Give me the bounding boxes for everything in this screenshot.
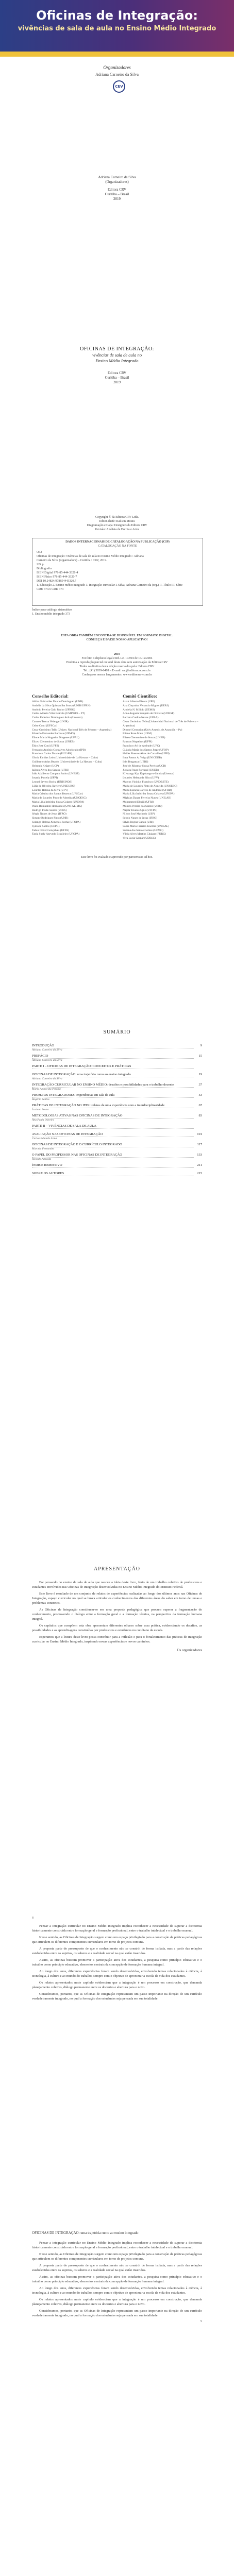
board-member: Helmuth Krüger (UCP) bbox=[32, 764, 59, 768]
summary-entry-author: Maria Aparecida Pereira bbox=[32, 1088, 61, 1091]
board-member: Vera Lucia Gaspar (UDESC) bbox=[123, 837, 156, 840]
summary-entry-title: METODOLOGIAS ATIVAS NAS OFICINAS DE INTEGRAÇÃO bbox=[32, 1113, 194, 1118]
board-member: Lourdes Helena da Silva (UFV) bbox=[32, 788, 69, 792]
presentation-section bbox=[0, 1566, 234, 1653]
board-member: Diosnel Centurion (Univ Americ. de Asunción – Py) bbox=[123, 728, 182, 732]
presentation-paragraph: As Oficinas de Integração constituem-se em uma proposta pedagógica que procura superar a fragmentação do conhecimento, promovendo o diálogo entre a formação geral e a formação técnica, na perspectiva da formação humana integral. bbox=[32, 1608, 202, 1621]
summary-title: SUMÁRIO bbox=[103, 1029, 131, 1035]
title-page-year: 2019 bbox=[113, 197, 121, 201]
summary-entry-page: 133 bbox=[197, 1153, 202, 1157]
board-member: Elizeu Clementino de Souza (UNEB) bbox=[32, 740, 75, 743]
board-member: Tania Suely Azevedo Brasileiro (UFOPA) bbox=[32, 833, 80, 836]
digital-format-notice: ESTA OBRA TAMBÉM ENCONTRA-SE DISPONÍVEL EM FORMATO DIGITAL. bbox=[61, 634, 173, 637]
catalog-card-line: DOI 10.24824/978854443320.7 bbox=[37, 580, 76, 583]
board-member: Lourdes Helena da Silva (UFV) bbox=[123, 776, 159, 780]
chapter-heading: OFICINAS DE INTEGRAÇÃO: uma trajetória rumo ao ensino integrado bbox=[32, 2231, 139, 2235]
board-member: Kilwangy Kya Kapitango-a-Samba (Unemat) bbox=[123, 772, 175, 776]
board-member: Nilson José Machado (USP) bbox=[123, 812, 155, 816]
summary-entry bbox=[32, 1132, 202, 1137]
summary-entry bbox=[32, 1142, 202, 1147]
legal-block bbox=[0, 652, 234, 677]
cover-organizers-label: Organizadores bbox=[103, 65, 131, 70]
summary-entry-title: PARTE I – OFICINAS DE INTEGRAÇÃO: CONCEITOS E PRÁTICAS bbox=[32, 1064, 194, 1069]
summary-entry-page: 211 bbox=[197, 1163, 202, 1167]
catalog-card-title: DADOS INTERNACIONAIS DE CATALOGAÇÃO NA PUBLICAÇÃO (CIP) bbox=[65, 540, 170, 544]
chapter-page-b bbox=[0, 2231, 234, 2323]
board-member: Suzana dos Santos Gomes (UFMG) bbox=[123, 828, 163, 832]
summary-entry-title: ÍNDICE REMISSIVO bbox=[32, 1163, 194, 1168]
catalog-card-line: Bibliografia bbox=[37, 567, 52, 570]
copyright-block bbox=[0, 515, 234, 532]
board-member: Ana Chrystina Venancio Mignot (UERJ) bbox=[123, 704, 169, 707]
board-member: Jussara Fraga Portugal (UNEB) bbox=[123, 768, 159, 772]
summary-entry-author: Adriana Carneiro da Silva bbox=[32, 1077, 62, 1080]
catalog-index-title: Índice para catálogo sistemático bbox=[32, 608, 72, 612]
catalog-card-line: ISBN Físico 978-85-444-3320-7 bbox=[37, 575, 77, 579]
board-member: Eduardo Fernandes Barbosa (UFMG) bbox=[32, 732, 75, 736]
summary-entry-title: O PAPEL DO PROFESSOR NAS OFICINAS DE INTEGRAÇÃO bbox=[32, 1153, 194, 1158]
chapter-paragraph: A proposta parte do pressuposto de que o conhecimento não se constrói de forma isolada, mas a partir das relações estabelecidas entre os sujeitos, os saberes e a realidade social na qual estão inseridos. bbox=[32, 1947, 202, 1955]
summary-entry-page: 117 bbox=[197, 1143, 202, 1146]
catalog-index-block bbox=[0, 608, 234, 616]
chapter-paragraph: Pensar a integração curricular no Ensino Médio Integrado implica reconhecer a necessidade de superar a dicotomia historicamente construída entre formação geral e formação profissional, entre o trabalho intelectual e o trabalho manual. bbox=[32, 1924, 202, 1933]
half-subtitle-line2: Ensino Médio Integrado bbox=[95, 358, 139, 363]
copyright-line3: Diagramação e Capa: Designers da Editora CRV bbox=[87, 524, 147, 527]
summary-entry-page: 215 bbox=[197, 1172, 202, 1175]
catalog-card bbox=[32, 538, 203, 606]
summary-entry-page: 101 bbox=[197, 1132, 202, 1136]
board-member: Marcos Vinicius Francisco (UNOESTE) bbox=[123, 780, 169, 784]
board-member: Mohammed Elhajji (UFRJ) bbox=[123, 800, 154, 804]
summary-entry-page: 67 bbox=[198, 1104, 202, 1107]
chapter-paragraph: Assim, as oficinas buscam promover a participação ativa dos estudantes, a pesquisa como princípio educativo e o trabalho como princípio educativo, elementos centrais da concepção de formação humana integral. bbox=[32, 2275, 202, 2283]
summary-entry-author: Luciana Souza bbox=[32, 1108, 49, 1111]
cover-title: Oficinas de Integração: bbox=[36, 8, 198, 23]
board-member: Ilma Passos A. Veiga (UNICEUB) bbox=[123, 756, 162, 760]
presentation-paragraph: Esperamos que a leitura deste livro possa contribuir para a reflexão e para o fortalecimento das práticas de integração curricular no Ensino Médio Integrado, inspirando novas experiências e novos caminhos. bbox=[32, 1635, 202, 1643]
chapter-paragraph: Nesse sentido, as Oficinas de Integração surgem como um espaço privilegiado para a construção de práticas pedagógicas que articulem os diferentes componentes curriculares em torno de projetos comuns. bbox=[32, 2252, 202, 2261]
summary-entry-page: 15 bbox=[198, 1054, 202, 1058]
summary-entry-title: PROJETOS INTEGRADORES: experiências em sala de aula bbox=[32, 1093, 194, 1098]
chapter-paragraph: Pensar a integração curricular no Ensino Médio Integrado implica reconhecer a necessidade de superar a dicotomia historicamente construída entre formação geral e formação profissional, entre o trabalho intelectual e o trabalho manual. bbox=[32, 2241, 202, 2249]
catalog-card-line: 1. Educação 2. Ensino médio integrado 3. Integração curricular I. Silva, Adriana Carneiro da (org.) II. Título III. Série bbox=[37, 584, 183, 587]
board-member: Josania Portela (UFPI) bbox=[32, 776, 58, 780]
title-page-organizers: (Organizadores) bbox=[105, 180, 129, 184]
summary-entry-title: PARTE II – VIVÊNCIAS DE SALA DE AULA bbox=[32, 1124, 194, 1129]
summary-entry bbox=[32, 1064, 202, 1069]
summary-entry bbox=[32, 1171, 202, 1176]
board-member: Guillermo Arias Beatón (Universidade de La Havana – Cuba) bbox=[32, 760, 102, 764]
board-member: Cesar Gerónimo Tello (Univer. Nacional Três de Febrero – Argentina) bbox=[32, 728, 112, 732]
summary-entry-author: Carlos Eduardo Lima bbox=[32, 1137, 57, 1140]
editorial-council-column bbox=[32, 693, 114, 837]
summary-entry-author: Adriana Carneiro da Silva bbox=[32, 1048, 62, 1052]
half-title: OFICINAS DE INTEGRAÇÃO: bbox=[80, 346, 154, 352]
title-page-authors: Adriana Carneiro da Silva bbox=[98, 175, 136, 179]
summary-entry-author: Marcela Fernandes bbox=[32, 1147, 55, 1150]
summary-entry-page: 53 bbox=[198, 1093, 202, 1097]
title-page-publisher: Editora CRV bbox=[107, 188, 127, 192]
board-member: Elizeu Clementino de Souza (UNEB) bbox=[123, 736, 165, 740]
chapter-a-body bbox=[32, 1924, 202, 2001]
chapter-paragraph: Assim, as oficinas buscam promover a participação ativa dos estudantes, a pesquisa como princípio educativo e o trabalho como princípio educativo, elementos centrais da concepção de formação humana integral. bbox=[32, 1958, 202, 1967]
board-member: Anna Augusta Sampaio de Oliveira (UNESP) bbox=[123, 712, 175, 716]
summary-entry bbox=[32, 1072, 202, 1077]
board-member: Maria Cristina dos Santos Bezerra (UFSCar) bbox=[32, 792, 83, 796]
catalog-card-line: CDU 373.5 CDD 373 bbox=[37, 588, 64, 591]
chapter-paragraph: Os relatos apresentados neste capítulo evidenciam que a integração é um processo em construção, que demanda planejamento coletivo, diálogo permanente entre os docentes e abertura para o novo. bbox=[32, 1981, 202, 1989]
summary-entry-title: PREFÁCIO bbox=[32, 1054, 194, 1059]
half-title-block bbox=[0, 346, 234, 385]
summary-list bbox=[32, 1043, 202, 1179]
board-member: Carmen Tereza Velanga (UNIR) bbox=[32, 720, 69, 723]
board-member: Gláucia Maria dos Santos Jorge (UFOP) bbox=[123, 748, 169, 752]
book-cover bbox=[0, 0, 234, 170]
half-city: Curitiba – Brasil bbox=[105, 376, 129, 380]
board-member: Tadeu Oliver Gonçalves (UFPA) bbox=[32, 828, 69, 832]
copyright-line4: Revisão: Analista de Escrita e Artes bbox=[95, 528, 139, 531]
board-member: Francisco Ari de Andrade (UFC) bbox=[123, 744, 160, 748]
page-number: 8 bbox=[32, 1917, 34, 1920]
catalog-index-line: 1. Ensino médio integrado 373 bbox=[32, 613, 70, 616]
half-subtitle-line1: vivências de sala de aula no bbox=[92, 352, 142, 358]
summary-entry-page: 83 bbox=[198, 1114, 202, 1117]
board-member: Simone Rodrigues Pinto (UNB) bbox=[32, 817, 69, 820]
chapter-paragraph: Consideramos, portanto, que as Oficinas de Integração representam um passo importante na direção de um currículo verdadeiramente integrado, no qual a formação dos estudantes seja pensada em sua totalidade. bbox=[32, 2309, 202, 2317]
board-member: Barbara Coelho Neves (UFBA) bbox=[123, 716, 159, 720]
summary-entry-title: INTEGRAÇÃO CURRICULAR NO ENSINO MÉDIO: desafios e possibilidades para o trabalho docente bbox=[32, 1082, 194, 1088]
cover-subtitle: vivências de sala de aula no Ensino Médio Integrado bbox=[18, 25, 216, 32]
board-member: Maria Lília Imbiriba Sousa Colares (UFOPA) bbox=[123, 792, 175, 796]
board-member: João Adalberto Campato Junior (UNESP) bbox=[32, 772, 79, 776]
editorial-council-title: Conselho Editorial: bbox=[32, 693, 69, 699]
legal-text-3: Todos os direitos desta edição reservados pela: Editora CRV bbox=[79, 665, 155, 668]
publisher-logo-icon: CEV bbox=[113, 80, 125, 93]
board-member: Eliane Rose Maio (UEM) bbox=[123, 732, 152, 736]
legal-year: 2019 bbox=[114, 653, 120, 656]
board-member: Gloria Fariñas León (Universidade de La Havana – Cuba) bbox=[32, 756, 98, 760]
presentation-paragraph: Foi pensando no ensino de sala de aula que nasceu a ideia deste livro, fruto de um trabalho coletivo de professores e estudantes envolvidos nas Oficinas de Integração desenvolvidas no Ensino Médio Integrado do Instituto Federal. bbox=[32, 1581, 202, 1589]
chapter-paragraph: Ao longo dos anos, diferentes experiências foram sendo desenvolvidas, envolvendo temas relacionados à ciência, à tecnologia, à cultura e ao mundo do trabalho, sempre com o objetivo de aproximar a escola da vida dos estudantes. bbox=[32, 2286, 202, 2295]
summary-entry-page: 9 bbox=[200, 1044, 202, 1047]
board-member: Fauston Negreiros (UFPI) bbox=[123, 740, 153, 743]
summary-entry bbox=[32, 1113, 202, 1118]
chapter-paragraph: Consideramos, portanto, que as Oficinas de Integração representam um passo importante na direção de um currículo verdadeiramente integrado, no qual a formação dos estudantes seja pensada em sua totalidade. bbox=[32, 1992, 202, 2001]
scientific-committee-list bbox=[123, 700, 205, 841]
summary-entry-author: Adriana Carneiro da Silva bbox=[32, 1059, 62, 1062]
legal-text-1: Foi feito o depósito legal conf. Lei 10.994 de 14/12/2004 bbox=[81, 657, 153, 660]
title-page-city: Curitiba – Brasil bbox=[105, 192, 129, 196]
summary-entry-title: OFICINAS DE INTEGRAÇÃO: uma trajetória rumo ao ensino integrado bbox=[32, 1072, 194, 1077]
editorial-council-list bbox=[32, 700, 114, 837]
board-member: Inês Bragança (UERJ) bbox=[123, 760, 148, 764]
board-member: Helder Buenos Aires de Carvalho (UFPI) bbox=[123, 752, 170, 756]
summary-entry bbox=[32, 1103, 202, 1108]
board-member: José de Ribamar Sousa Pereira (UCB) bbox=[123, 764, 166, 768]
summary-entry bbox=[32, 1093, 202, 1098]
copyright-line1: Copyright © da Editora CRV Ltda. bbox=[95, 516, 139, 519]
board-footer bbox=[0, 855, 234, 859]
half-publisher: Editora CRV bbox=[107, 371, 127, 375]
board-member: Maria de Lourdes Pinto de Almeida (UNOESC) bbox=[123, 784, 177, 788]
summary-entry-title: INTRODUÇÃO bbox=[32, 1043, 194, 1048]
summary-entry-title: SOBRE OS AUTORES bbox=[32, 1171, 194, 1176]
catalog-card-lines bbox=[32, 548, 203, 594]
board-member: Maria de Lourdes Pinto de Almeida (UNOESC) bbox=[32, 796, 87, 800]
board-member: Sérgio Nunes de Jesus (IFRO) bbox=[123, 817, 157, 820]
presentation-paragraph: Os capítulos que compõem esta obra apresentam diferentes olhares sobre essa prática, evidenciando os desafios, as possibilidades e as aprendizagens construídas por professores e estudantes no cotidiano da escola. bbox=[32, 1624, 202, 1632]
board-member: Carlos Federico Domínguez Avila (Unieuro) bbox=[32, 716, 82, 720]
peer-review-notice: Este livro foi avaliado e aprovado por pareceristas ad hoc. bbox=[81, 856, 153, 859]
editorial-board bbox=[0, 693, 234, 848]
catalog-card-line: O32 bbox=[37, 551, 42, 554]
half-year: 2019 bbox=[113, 380, 121, 384]
board-member: Solange Helena Ximenes-Rocha (UFOPA) bbox=[32, 820, 81, 824]
chapter-page-a bbox=[0, 1917, 234, 2003]
catalog-card-line: 224 p. bbox=[37, 563, 44, 566]
board-member: Rodrigo Pratte-Santos (UFES) bbox=[32, 808, 67, 812]
chapter-paragraph: Nesse sentido, as Oficinas de Integração surgem como um espaço privilegiado para a construção de práticas pedagógicas que articulem os diferentes componentes curriculares em torno de projetos comuns. bbox=[32, 1936, 202, 1944]
board-member: Mônica Pereira dos Santos (UFRJ) bbox=[123, 804, 162, 808]
board-member: Élsio José Corá (UFFS) bbox=[32, 744, 59, 748]
board-member: Najela Tavares Ujiie (UTFPR) bbox=[123, 808, 158, 812]
summary-entry-page: 37 bbox=[198, 1083, 202, 1087]
catalog-card-subtitle: CATALOGAÇÃO NA FONTE bbox=[98, 545, 137, 548]
presentation-title: APRESENTAÇÃO bbox=[93, 1566, 141, 1572]
catalog-card-line: Carneiro da Silva (organizadora) – Curitiba : CRV, 2019. bbox=[37, 559, 107, 562]
app-notice: CONHEÇA E BAIXE NOSSO APLICATIVO! bbox=[86, 638, 148, 641]
summary-entry bbox=[32, 1043, 202, 1048]
summary-entry bbox=[32, 1153, 202, 1158]
summary-entry-author: Ana Paula Oliveira bbox=[32, 1118, 55, 1122]
summary-entry-title: AVALIAÇÃO NAS OFICINAS DE INTEGRAÇÃO bbox=[32, 1132, 194, 1137]
board-member: Maria Lília Imbiriba Sousa Colares (UNOPA) bbox=[32, 800, 85, 804]
copyright-line2: Editor-chefe: Railson Moura bbox=[99, 520, 135, 523]
board-member: Míghian Danae Ferreira Nunes (UNILAB) bbox=[123, 796, 172, 800]
summary-entry-title: OFICINAS DE INTEGRAÇÃO E O CURRÍCULO INTEGRADO bbox=[32, 1142, 194, 1147]
summary-entry bbox=[32, 1163, 202, 1168]
board-member: Silvia Regina Canan (URI) bbox=[123, 820, 154, 824]
summary-entry-author: Ricardo Almeida bbox=[32, 1158, 52, 1161]
legal-text-4: Tel.: (41) 3039-6418 – E-mail: sac@editoracrv.com.br bbox=[83, 669, 151, 672]
board-member: Jailson Alves dos Santos (UFRJ) bbox=[32, 768, 70, 772]
board-member: Carlos Alberto Vilar Estêvão (UMINHO – PT) bbox=[32, 712, 85, 716]
catalog-card-line: Oficinas de Integração: vivências de sala de aula no Ensino Médio Integrado / Adriana bbox=[37, 555, 144, 558]
board-member: Antônio Pereira Gaio Júnior (UFRRJ) bbox=[32, 708, 75, 711]
presentation-signature: Os organizadores bbox=[177, 1648, 202, 1652]
board-member: Cesar Gerónimo Tello (Universidad Nacional de Três de Febrero – Argentina) bbox=[123, 720, 198, 727]
chapter-b-body bbox=[32, 2241, 202, 2318]
title-page-authors-block bbox=[0, 175, 234, 201]
page-number: 9 bbox=[200, 2320, 202, 2323]
board-member: Elione Maria Nogueira Diogenes (UFAL) bbox=[32, 736, 79, 740]
board-member: Fernando Antônio Gonçalves Alcoforado (IPB) bbox=[32, 748, 86, 752]
board-member: Sonia Maria Ferreira Koehler (UNISAL) bbox=[123, 824, 170, 828]
cover-organizers: Adriana Carneiro da Silva bbox=[95, 72, 139, 77]
board-member: Leonel Severo Rocha (UNISINOS) bbox=[32, 780, 73, 784]
presentation-body bbox=[32, 1580, 202, 1644]
summary-entry-author: Rogério Santos bbox=[32, 1098, 49, 1101]
chapter-paragraph: Os relatos apresentados neste capítulo evidenciam que a integração é um processo em construção, que demanda planejamento coletivo, diálogo permanente entre os docentes e abertura para o novo. bbox=[32, 2298, 202, 2306]
chapter-paragraph: Ao longo dos anos, diferentes experiências foram sendo desenvolvidas, envolvendo temas relacionados à ciência, à tecnologia, à cultura e ao mundo do trabalho, sempre com o objetivo de aproximar a escola da vida dos estudantes. bbox=[32, 1970, 202, 1978]
legal-text-5: Conheça os nossos lançamentos: www.editoracrv.com.br bbox=[81, 673, 153, 676]
summary-section bbox=[0, 1029, 234, 1179]
chapter-paragraph: A proposta parte do pressuposto de que o conhecimento não se constrói de forma isolada, mas a partir das relações estabelecidas entre os sujeitos, os saberes e a realidade social na qual estão inseridos. bbox=[32, 2264, 202, 2272]
board-member: Andréia da Silva Quintanilha Sousa (UNIR/UFRN) bbox=[32, 704, 91, 707]
board-member: Francisco Carlos Duarte (PUC-PR) bbox=[32, 752, 72, 756]
summary-entry-page: 19 bbox=[198, 1073, 202, 1076]
board-member: Paulo Romualdo Hernandes (UNIFAL-MG) bbox=[32, 804, 82, 808]
board-member: Maria Eurácia Barreto de Andrade (UFRB) bbox=[123, 788, 172, 792]
summary-entry bbox=[32, 1054, 202, 1059]
legal-text-2: Proibida a reprodução parcial ou total desta obra sem autorização da Editora CRV bbox=[66, 661, 168, 664]
board-member: Andréia N. Militão (UEMS) bbox=[123, 708, 155, 711]
board-member: Aldira Guimarães Duarte Domínguez (UNB) bbox=[32, 700, 83, 703]
summary-entry bbox=[32, 1124, 202, 1129]
catalog-card-line: ISBN Digital 978-85-444-3321-4 bbox=[37, 571, 78, 574]
scientific-committee-title: Comitê Científico: bbox=[123, 693, 157, 699]
summary-entry-title: PRÁTICAS DE INTEGRAÇÃO NO IFPR: relatos de uma experiência com a interdisciplinaridade bbox=[32, 1103, 194, 1108]
board-member: Lídia de Oliveira Xavier (UNIEURO) bbox=[32, 784, 75, 788]
board-member: Sydione Santos (UEPG) bbox=[32, 824, 60, 828]
board-member: Altair Alberto Fávero (UPF) bbox=[123, 700, 155, 703]
scientific-committee-column bbox=[123, 693, 205, 841]
isbn-block bbox=[0, 634, 234, 642]
summary-entry bbox=[32, 1082, 202, 1088]
board-member: Sérgio Nunes de Jesus (IFRO) bbox=[32, 812, 66, 816]
presentation-paragraph: Este livro é resultado de um conjunto de relatos de experiências realizadas ao longo dos últimos anos nas Oficinas de Integração, espaço curricular no qual se busca articular os conhecimentos das diferentes áreas do saber em torno de temas e problemas concretos. bbox=[32, 1592, 202, 1605]
board-member: Celso Conti (UFSCar) bbox=[32, 724, 58, 727]
board-member: Vânia Alves Martins Chaigar (FURG) bbox=[123, 833, 166, 836]
